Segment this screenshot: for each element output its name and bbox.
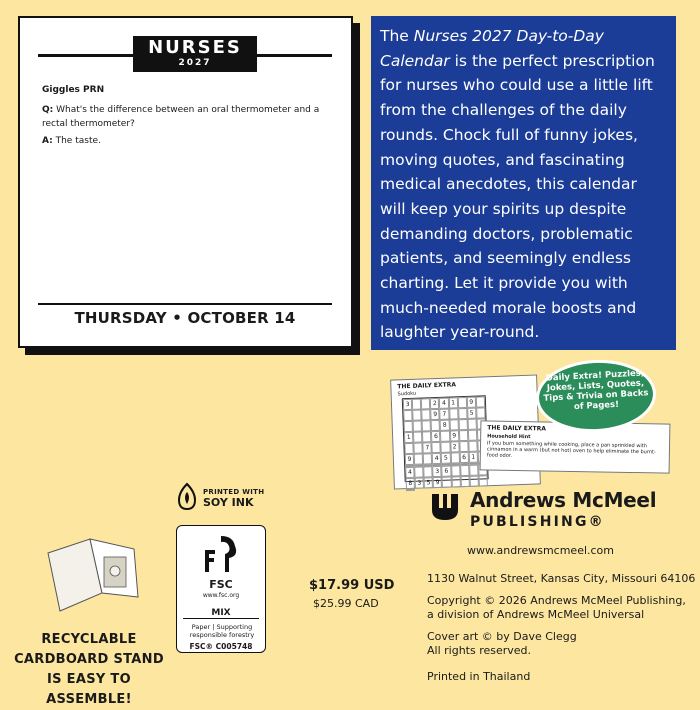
sudoku-cell xyxy=(459,441,468,452)
copyright xyxy=(427,594,686,622)
sudoku-cell: 5 xyxy=(441,453,450,464)
sudoku-cell: 9 xyxy=(449,430,458,441)
sudoku-cell: 5 xyxy=(467,408,476,419)
sudoku-cell: 3 xyxy=(415,477,424,488)
sudoku-cell xyxy=(469,465,478,476)
soy-ink-icon xyxy=(175,482,199,512)
sudoku-cell xyxy=(413,432,422,443)
sudoku-cell xyxy=(458,408,467,419)
calendar-logo-title: NURSES xyxy=(148,37,242,58)
copyright-line-2: a division of Andrews McMeel Universal xyxy=(427,608,645,621)
printed-in: Printed in Thailand xyxy=(427,670,531,683)
sudoku-cell: 9 xyxy=(467,397,476,408)
hint-header: THE DAILY EXTRA xyxy=(487,424,546,433)
publisher-logo-icon xyxy=(430,492,460,522)
sudoku-cell xyxy=(413,443,422,454)
calendar-date: THURSDAY • OCTOBER 14 xyxy=(74,309,296,327)
sudoku-cell xyxy=(458,419,467,430)
sudoku-cell xyxy=(440,431,449,442)
cardboard-stand-icon xyxy=(42,535,142,615)
sudoku-cell xyxy=(413,421,422,432)
sudoku-cell xyxy=(414,453,423,464)
sudoku-cell xyxy=(412,399,421,410)
sudoku-cell: 1 xyxy=(404,432,413,443)
sudoku-cell xyxy=(469,476,478,487)
sudoku-cell xyxy=(442,477,451,488)
sudoku-cell xyxy=(421,398,430,409)
sudoku-label: Sudoku xyxy=(397,390,417,398)
product-description xyxy=(371,16,676,350)
sudoku-cell: 2 xyxy=(430,398,439,409)
sudoku-cell xyxy=(460,465,469,476)
sudoku-grid xyxy=(402,395,489,488)
soy-ink-line-1: PRINTED WITH xyxy=(203,488,265,496)
sudoku-cell xyxy=(422,420,431,431)
calendar-page xyxy=(18,16,353,348)
sudoku-cell xyxy=(468,441,477,452)
sudoku-cell: 6 xyxy=(431,431,440,442)
sudoku-cell xyxy=(476,396,485,407)
price-usd: $17.99 USD xyxy=(309,578,395,593)
joke-answer xyxy=(42,136,101,146)
sudoku-cell: 4 xyxy=(439,398,448,409)
sudoku-cell xyxy=(423,453,432,464)
sudoku-cell: 9 xyxy=(433,477,442,488)
sudoku-cell xyxy=(457,397,466,408)
publisher-subtitle: PUBLISHING® xyxy=(470,514,605,530)
sudoku-cell xyxy=(450,452,459,463)
answer-label: A: xyxy=(42,136,53,146)
question-text: What's the difference between an oral thermometer and a rectal thermometer? xyxy=(42,105,320,129)
sudoku-cell: 9 xyxy=(431,409,440,420)
price-cad: $25.99 CAD xyxy=(313,597,379,610)
stand-caption: RECYCLABLE CARDBOARD STAND IS EASY TO ASSEMBLE! xyxy=(14,632,164,707)
daily-extra-badge: Daily Extra! Puzzles, Jokes, Lists, Quotes, Tips & Trivia on Backs of Pages! xyxy=(534,357,658,435)
sudoku-cell: 9 xyxy=(405,454,414,465)
sudoku-cell: 2 xyxy=(450,441,459,452)
sudoku-cell xyxy=(406,489,415,491)
sudoku-cell xyxy=(449,408,458,419)
sudoku-cell xyxy=(459,430,468,441)
cover-credit-line-2: All rights reserved. xyxy=(427,644,532,657)
sudoku-cell: 4 xyxy=(405,467,414,478)
calendar-logo xyxy=(133,36,257,72)
sudoku-cell: 6 xyxy=(459,452,468,463)
sudoku-cell: 1 xyxy=(468,452,477,463)
sudoku-cell xyxy=(431,420,440,431)
sudoku-cell: 7 xyxy=(440,409,449,420)
joke-question xyxy=(42,103,332,131)
cover-credit-line-1: Cover art © by Dave Clegg xyxy=(427,630,577,643)
sudoku-cell xyxy=(432,442,441,453)
sudoku-cell: 4 xyxy=(432,453,441,464)
publisher-address: 1130 Walnut Street, Kansas City, Missouri 64106 xyxy=(427,572,696,585)
sudoku-cell xyxy=(412,410,421,421)
sudoku-cell xyxy=(421,409,430,420)
calendar-bottom-rule xyxy=(38,303,332,305)
sudoku-cell: 7 xyxy=(423,442,432,453)
sudoku-cell xyxy=(451,465,460,476)
sudoku-cell xyxy=(467,419,476,430)
sudoku-cell: 3 xyxy=(433,466,442,477)
hint-text: If you burn something while cooking, place a pan sprinkled with cinnamon in a warm (but not hot) oven to help eliminate the burnt-food odor. xyxy=(486,440,656,459)
sudoku-cell xyxy=(460,476,469,487)
sudoku-cell xyxy=(404,421,413,432)
sudoku-cell xyxy=(403,410,412,421)
sudoku-header: THE DAILY EXTRA xyxy=(397,381,457,391)
fsc-label xyxy=(176,525,266,653)
copyright-line-1: Copyright © 2026 Andrews McMeel Publishing, xyxy=(427,594,686,607)
sudoku-cell xyxy=(476,407,485,418)
sudoku-cell: 6 xyxy=(442,466,451,477)
sudoku-cell xyxy=(478,475,487,486)
sudoku-cell xyxy=(414,466,423,477)
hint-label: Household Hint xyxy=(487,433,531,441)
fsc-url: www.fsc.org xyxy=(202,592,240,599)
sudoku-cell: 8 xyxy=(406,478,415,489)
fsc-code: FSC® C005748 xyxy=(189,642,253,651)
answer-text: The taste. xyxy=(55,136,101,146)
sudoku-cell xyxy=(441,442,450,453)
sudoku-cell xyxy=(449,419,458,430)
publisher-url[interactable]: www.andrewsmcmeel.com xyxy=(467,544,615,557)
fsc-mix: MIX xyxy=(211,608,231,618)
question-label: Q: xyxy=(42,105,54,115)
publisher-name: Andrews McMeel xyxy=(470,488,657,512)
sudoku-cell: 8 xyxy=(440,420,449,431)
sudoku-cell: 1 xyxy=(448,397,457,408)
sudoku-cell xyxy=(423,466,432,477)
blurb-prefix: The xyxy=(380,27,414,45)
cover-credit xyxy=(427,630,577,658)
blurb-title: Nurses 2027 Day-to-Day Calendar xyxy=(380,27,604,70)
sudoku-cell xyxy=(468,430,477,441)
sudoku-cell xyxy=(404,443,413,454)
blurb-body: is the perfect prescription for nurses who could use a little lift from the challenges of the daily rounds. Chock full of funny jokes, moving quotes, and fascinating medical anecdotes, this calendar will keep your spirits up despite demanding doctors, problematic patients, and seemingly endless charting. Let it provide you with much-needed morale boosts and laughter year-round. xyxy=(380,51,655,342)
fsc-divider xyxy=(183,618,259,619)
sudoku-cell xyxy=(422,431,431,442)
fsc-tree-icon xyxy=(199,532,243,576)
soy-ink-line-2: SOY INK xyxy=(203,496,254,509)
sudoku-cell xyxy=(451,476,460,487)
fsc-description: Paper | Supporting responsible forestry xyxy=(189,623,255,639)
sudoku-cell: 3 xyxy=(403,399,412,410)
sudoku-cell: 5 xyxy=(424,477,433,488)
fsc-name: FSC xyxy=(209,578,233,591)
joke-heading: Giggles PRN xyxy=(42,85,105,95)
calendar-logo-year: 2027 xyxy=(178,58,212,68)
